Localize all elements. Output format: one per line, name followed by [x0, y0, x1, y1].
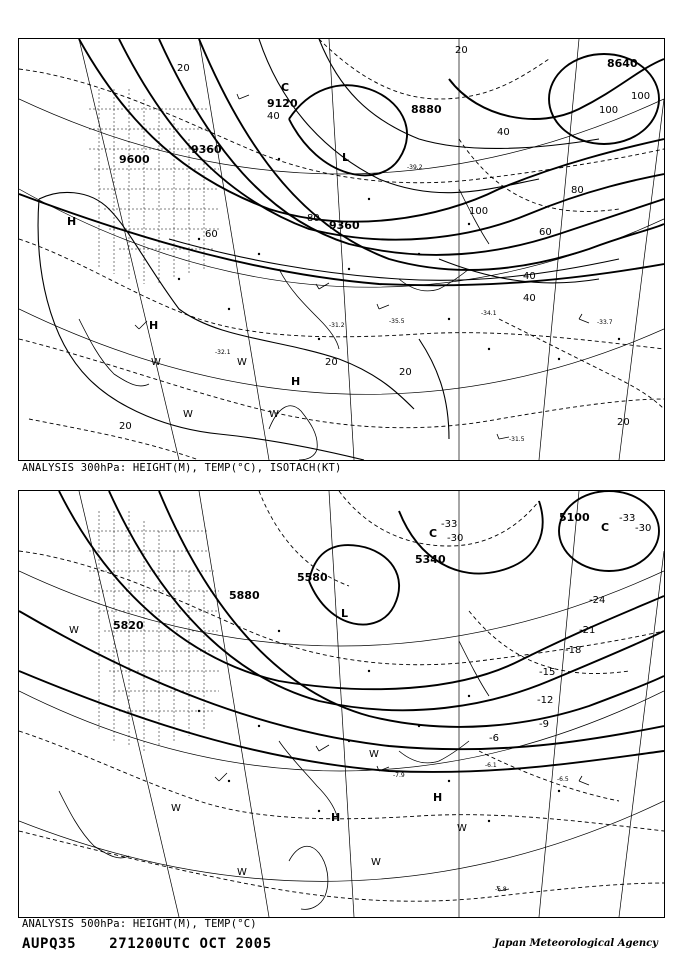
- pressure-center: W: [183, 409, 193, 420]
- temp-label: -15: [539, 667, 556, 678]
- isotach-label: 40: [497, 127, 510, 138]
- map-500hpa-svg: [19, 491, 664, 917]
- temp-label: -31.2: [329, 322, 345, 329]
- isotach-label: 20: [617, 417, 630, 428]
- pressure-center: C: [601, 521, 610, 534]
- height-label: 5340: [415, 553, 446, 566]
- temp-label: -7.9: [393, 772, 405, 779]
- isotach-label: 40: [267, 111, 280, 122]
- pressure-center: W: [369, 749, 379, 760]
- isotach-label: 20: [399, 367, 412, 378]
- isotach-label: 100: [599, 105, 619, 116]
- pressure-center: H: [433, 791, 443, 804]
- height-label: 8640: [607, 57, 638, 70]
- agency-credit: Japan Meteorological Agency: [494, 938, 658, 949]
- isotachs: [38, 39, 619, 460]
- height-label: 5580: [297, 571, 328, 584]
- isotach-label: 60: [539, 227, 552, 238]
- temp-label: -33: [441, 519, 458, 530]
- temp-label: -21: [579, 625, 596, 636]
- chart-caption-500hpa: ANALYSIS 500hPa: HEIGHT(M), TEMP(°C): [22, 918, 257, 930]
- map-300hpa-svg: [19, 39, 664, 460]
- pressure-center: H: [149, 319, 159, 332]
- height-label: 5880: [229, 589, 260, 602]
- valid-datetime: 271200UTC OCT 2005: [109, 936, 272, 952]
- height-label: 5820: [113, 619, 144, 632]
- hatch-region: [89, 89, 219, 284]
- height-label: 9360: [329, 219, 360, 232]
- height-label: 9360: [191, 143, 222, 156]
- isotach-label: 60: [205, 229, 218, 240]
- isotach-label: 100: [631, 91, 651, 102]
- chart-code: AUPQ35: [22, 936, 77, 952]
- pressure-center: H: [67, 215, 77, 228]
- temp-label: -6: [489, 733, 499, 744]
- isotach-label: 20: [455, 45, 468, 56]
- height-label: 5100: [559, 511, 590, 524]
- temp-label: -31.5: [509, 436, 525, 443]
- isotach-label: 20: [177, 63, 190, 74]
- chart-identifier: [22, 936, 296, 952]
- pressure-center: W: [371, 857, 381, 868]
- isotach-label: 80: [571, 185, 584, 196]
- temp-label: -39.2: [407, 164, 423, 171]
- isotach-label: 80: [307, 213, 320, 224]
- isotach-label: 40: [523, 293, 536, 304]
- temp-label: -24: [589, 595, 606, 606]
- coastlines: [79, 189, 489, 460]
- map-300hpa: [18, 38, 665, 461]
- lat-lon-grid: [19, 39, 664, 460]
- pressure-center: H: [331, 811, 341, 824]
- isotach-label: 100: [469, 206, 489, 217]
- pressure-center: L: [342, 151, 350, 164]
- height-label: 9600: [119, 153, 150, 166]
- hatch-region: [89, 511, 219, 751]
- temp-label: -12: [537, 695, 554, 706]
- temp-label: -34.1: [481, 310, 497, 317]
- temp-label: -6.1: [485, 762, 497, 769]
- temp-label: -18: [565, 645, 582, 656]
- map-500hpa: [18, 490, 665, 918]
- temp-label: -30: [635, 523, 652, 534]
- temp-label: -5.8: [495, 886, 507, 893]
- pressure-center: W: [237, 867, 247, 878]
- pressure-center: C: [429, 527, 438, 540]
- pressure-center: H: [291, 375, 301, 388]
- pressure-center: W: [151, 357, 161, 368]
- chart-caption-300hpa: ANALYSIS 300hPa: HEIGHT(M), TEMP(°C), ISOTACH(KT): [22, 462, 342, 474]
- height-label: 9120: [267, 97, 298, 110]
- isotach-label: 20: [119, 421, 132, 432]
- temp-label: -30: [447, 533, 464, 544]
- pressure-center: W: [69, 625, 79, 636]
- pressure-center: W: [457, 823, 467, 834]
- temp-label: -33: [619, 513, 636, 524]
- pressure-center: C: [281, 81, 290, 94]
- temp-label: -33.7: [597, 319, 613, 326]
- temp-label: -6.5: [557, 776, 569, 783]
- temp-label: -32.1: [215, 349, 231, 356]
- pressure-center: W: [269, 409, 279, 420]
- pressure-center: W: [171, 803, 181, 814]
- isotach-label: 20: [325, 357, 338, 368]
- isotach-label: 40: [523, 271, 536, 282]
- height-label: 8880: [411, 103, 442, 116]
- pressure-center: L: [341, 607, 349, 620]
- temp-label: -35.5: [389, 318, 405, 325]
- temp-label: -9: [539, 719, 549, 730]
- pressure-center: W: [237, 357, 247, 368]
- lat-lon-grid: [19, 491, 664, 917]
- station-plots: [198, 630, 560, 822]
